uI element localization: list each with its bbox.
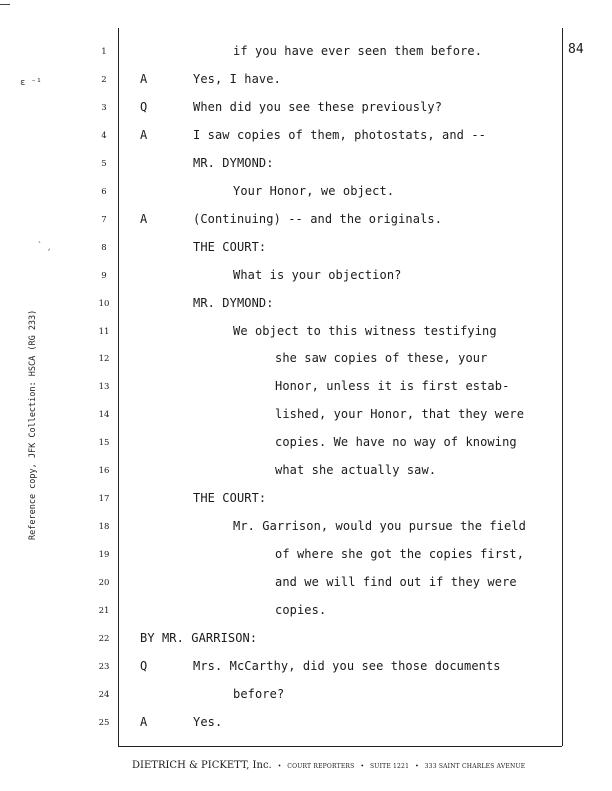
- line-number: 10: [98, 298, 110, 309]
- margin-scribble-mark: ˋ ˏ: [38, 241, 52, 251]
- speaker-label: A: [140, 714, 148, 729]
- line-number: 15: [98, 438, 110, 449]
- transcript-line-text: copies.: [275, 603, 327, 617]
- transcript-line-text: MR. DYMOND:: [193, 155, 274, 170]
- line-number: 13: [98, 382, 110, 393]
- line-number: 9: [101, 270, 107, 281]
- line-number: 5: [101, 158, 107, 169]
- line-number: 17: [98, 494, 110, 505]
- transcript-line-text: she saw copies of these, your: [275, 351, 488, 366]
- line-number: 1: [101, 47, 107, 57]
- footer-firm: DIETRICH & PICKETT, Inc.: [132, 760, 272, 771]
- page-footer: [132, 760, 525, 771]
- right-margin-rule: [562, 28, 563, 746]
- line-number: 22: [98, 633, 110, 644]
- margin-scribble-mark: ɛ ⁻¹: [20, 78, 42, 88]
- transcript-line-text: of where she got the copies first,: [275, 547, 525, 562]
- speaker-label: Q: [140, 99, 148, 114]
- speaker-label: Q: [140, 658, 148, 673]
- footer-separator: •: [277, 763, 282, 770]
- line-number: 3: [101, 102, 107, 113]
- transcript-line-text: Yes.: [193, 714, 223, 729]
- footer-address: 333 SAINT CHARLES AVENUE: [424, 763, 526, 770]
- transcript-line-text: Yes, I have.: [193, 71, 281, 86]
- transcript-line-text: BY MR. GARRISON:: [140, 630, 258, 645]
- transcript-line-text: THE COURT:: [193, 491, 267, 506]
- transcript-line-text: Mrs. McCarthy, did you see those documents: [193, 658, 501, 673]
- line-number: 18: [98, 522, 110, 533]
- footer-separator: •: [415, 763, 419, 770]
- bottom-rule: [118, 746, 562, 747]
- line-number: 12: [98, 354, 110, 365]
- transcript-line-text: Mr. Garrison, would you pursue the field: [233, 519, 526, 534]
- transcript-line-text: and we will find out if they were: [275, 575, 517, 590]
- transcript-line-text: We object to this witness testifying: [233, 323, 497, 338]
- transcript-line-text: THE COURT:: [193, 239, 267, 254]
- transcript-line-text: Honor, unless it is first estab-: [275, 379, 510, 394]
- line-number: 2: [101, 74, 107, 85]
- transcript-line-text: copies. We have no way of knowing: [275, 435, 517, 450]
- line-number: 14: [98, 410, 110, 421]
- transcript-line-text: lished, your Honor, that they were: [275, 407, 525, 422]
- line-number: 16: [98, 466, 110, 477]
- footer-separator: •: [360, 763, 364, 770]
- footer-role: COURT REPORTERS: [287, 763, 355, 770]
- line-number: 8: [101, 242, 107, 253]
- speaker-label: A: [140, 71, 148, 86]
- line-number: 11: [98, 326, 110, 337]
- line-number: 23: [98, 661, 110, 672]
- top-edge-mark: [0, 4, 10, 5]
- transcript-line-text: What is your objection?: [233, 267, 402, 282]
- page-number: 84: [568, 42, 584, 57]
- line-number: 4: [101, 130, 107, 141]
- line-number: 7: [101, 214, 107, 225]
- line-number: 6: [101, 186, 107, 197]
- archive-margin-note: Reference copy, JFK Collection: HSCA (RG 233): [28, 309, 38, 540]
- transcript-line-text: When did you see these previously?: [193, 99, 443, 114]
- speaker-label: A: [140, 127, 148, 142]
- line-number: 20: [98, 578, 110, 589]
- line-number: 19: [98, 550, 110, 561]
- speaker-label: A: [140, 211, 148, 226]
- transcript-line-text: what she actually saw.: [275, 463, 437, 478]
- transcript-line-text: MR. DYMOND:: [193, 295, 274, 310]
- left-margin-rule: [118, 28, 119, 746]
- line-number: 21: [98, 606, 110, 616]
- transcript-line-text: Your Honor, we object.: [233, 183, 395, 198]
- footer-suite: SUITE 1221: [370, 763, 410, 770]
- transcript-line-text: if you have ever seen them before.: [233, 44, 483, 58]
- line-number: 24: [98, 689, 110, 700]
- transcript-line-text: before?: [233, 686, 285, 701]
- line-number: 25: [98, 717, 110, 728]
- transcript-line-text: (Continuing) -- and the originals.: [193, 211, 443, 226]
- transcript-line-text: I saw copies of them, photostats, and --: [193, 127, 486, 142]
